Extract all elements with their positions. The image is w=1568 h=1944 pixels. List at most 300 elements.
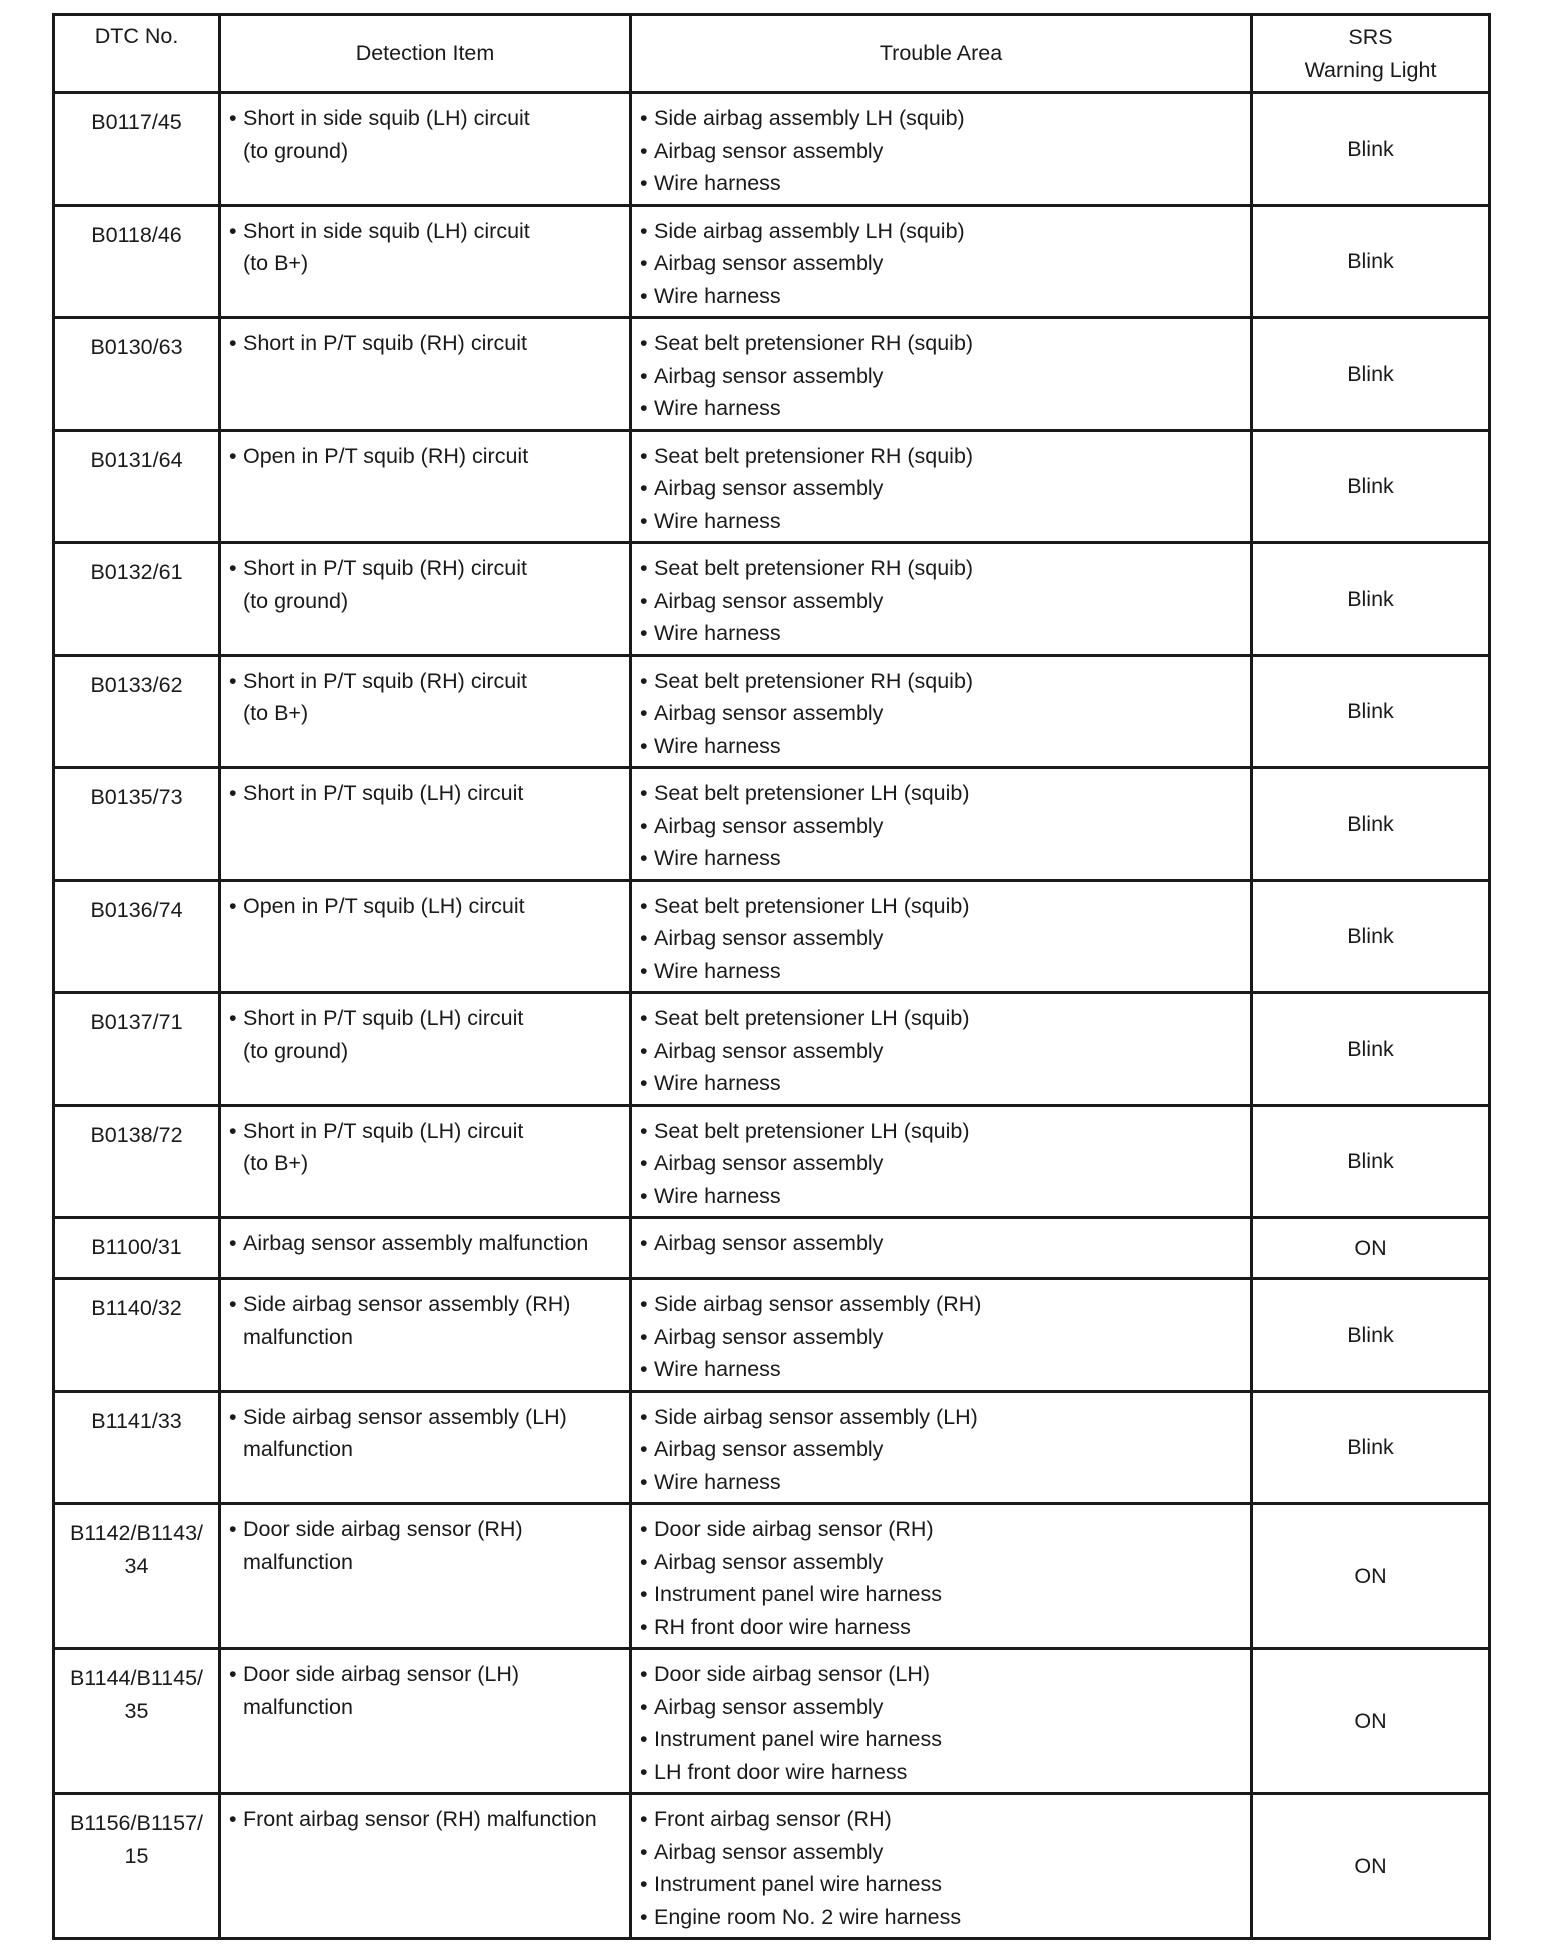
bullet-icon: •: [640, 668, 648, 693]
table-row: [54, 1649, 1490, 1794]
trouble-area-text: Instrument panel wire harness: [654, 1582, 943, 1606]
bullet-icon: •: [640, 781, 648, 805]
bullet-icon: •: [640, 331, 648, 355]
detection-text: Door side airbag sensor (LH): [243, 1662, 520, 1686]
bullet-icon: •: [640, 1324, 648, 1349]
detection-item: [229, 1002, 621, 1035]
detection-item: [229, 327, 621, 360]
dtc-cell: [54, 1504, 220, 1649]
dtc-table: [52, 13, 1491, 1940]
trouble-area-text: Airbag sensor assembly: [654, 476, 884, 500]
table-header: [54, 15, 1490, 93]
dtc-code: B1144/B1145/: [69, 1666, 204, 1690]
dtc-code: B1100/31: [91, 1235, 182, 1259]
detection-cell: [220, 1218, 631, 1279]
trouble-area-item: [640, 1067, 1242, 1100]
trouble-area-text: Wire harness: [654, 396, 781, 420]
bullet-icon: •: [229, 668, 237, 693]
bullet-icon: •: [640, 1183, 648, 1208]
dtc-code: B0118/46: [91, 222, 182, 247]
bullet-icon: •: [640, 1872, 648, 1896]
bullet-icon: •: [640, 1839, 648, 1864]
trouble-area-text: Airbag sensor assembly: [654, 1151, 884, 1175]
dtc-cell: [54, 1649, 220, 1794]
bullet-icon: •: [640, 396, 648, 420]
trouble-area-item: [640, 1611, 1242, 1644]
table-row: [54, 93, 1490, 206]
dtc-cell: [54, 880, 220, 993]
trouble-area-text: Airbag sensor assembly: [654, 1038, 884, 1063]
dtc-cell: [54, 1391, 220, 1504]
bullet-icon: •: [229, 1662, 237, 1686]
bullet-icon: •: [640, 1118, 648, 1143]
detection-cell: [220, 1105, 631, 1218]
trouble-area-text: Airbag sensor assembly: [654, 588, 884, 613]
trouble-area-cell: [631, 1794, 1252, 1939]
detection-item: [229, 665, 621, 698]
bullet-icon: •: [640, 1904, 648, 1929]
srs-warning-light-status: ON: [1252, 1649, 1490, 1794]
trouble-area-text: Wire harness: [654, 733, 781, 758]
table-row: [54, 543, 1490, 656]
trouble-area-item: [640, 102, 1242, 135]
trouble-area-item: [640, 280, 1242, 313]
bullet-icon: •: [640, 621, 648, 645]
trouble-area-text: Side airbag assembly LH (squib): [654, 218, 965, 243]
srs-warning-light-status: ON: [1252, 1218, 1490, 1279]
table-row: [54, 430, 1490, 543]
detection-cell: [220, 655, 631, 768]
trouble-area-text: Wire harness: [654, 171, 781, 195]
trouble-area-text: Door side airbag sensor (RH): [654, 1517, 934, 1541]
table-row: [54, 205, 1490, 318]
trouble-area-item: [640, 1578, 1242, 1611]
trouble-area-cell: [631, 1105, 1252, 1218]
dtc-code: B0135/73: [90, 785, 183, 809]
bullet-icon: •: [229, 781, 237, 805]
detection-text: Open in P/T squib (RH) circuit: [243, 443, 529, 468]
detection-cell: [220, 205, 631, 318]
trouble-area-item: [640, 505, 1242, 538]
detection-cell: [220, 768, 631, 881]
header-dtc-no: DTC No.: [54, 15, 220, 93]
bullet-icon: •: [640, 1469, 648, 1494]
trouble-area-text: Wire harness: [654, 1071, 781, 1095]
table-row: [54, 1504, 1490, 1649]
srs-warning-light-status: Blink: [1252, 1105, 1490, 1218]
trouble-area-item: [640, 552, 1242, 585]
srs-warning-light-status: Blink: [1252, 93, 1490, 206]
table-row: [54, 993, 1490, 1106]
dtc-code: B1140/32: [91, 1296, 182, 1320]
trouble-area-item: [640, 842, 1242, 875]
bullet-icon: •: [229, 1118, 237, 1143]
detection-item: [229, 1288, 621, 1321]
dtc-code: 34: [124, 1553, 149, 1578]
dtc-code: B1141/33: [91, 1408, 182, 1433]
trouble-area-text: Seat belt pretensioner RH (squib): [654, 556, 974, 580]
detection-item: [229, 440, 621, 473]
table-row: [54, 318, 1490, 431]
trouble-area-text: Seat belt pretensioner LH (squib): [654, 1006, 970, 1030]
trouble-area-text: LH front door wire harness: [654, 1759, 908, 1784]
detection-cell: [220, 1649, 631, 1794]
trouble-area-text: Airbag sensor assembly: [654, 1231, 884, 1255]
trouble-area-cell: [631, 205, 1252, 318]
trouble-area-item: [640, 1546, 1242, 1579]
trouble-area-text: Door side airbag sensor (LH): [654, 1662, 931, 1686]
bullet-icon: •: [640, 476, 648, 500]
trouble-area-item: [640, 585, 1242, 618]
trouble-area-item: [640, 777, 1242, 810]
trouble-area-item: [640, 955, 1242, 988]
detection-item: [229, 777, 621, 810]
srs-warning-light-status: ON: [1252, 1504, 1490, 1649]
dtc-cell: [54, 543, 220, 656]
trouble-area-text: Airbag sensor assembly: [654, 1324, 884, 1349]
srs-warning-light-status: Blink: [1252, 1391, 1490, 1504]
bullet-icon: •: [229, 1006, 237, 1030]
detection-text: Short in side squib (LH) circuit: [243, 106, 530, 130]
bullet-icon: •: [640, 813, 648, 838]
srs-warning-light-status: Blink: [1252, 1279, 1490, 1392]
trouble-area-text: Seat belt pretensioner RH (squib): [654, 668, 974, 693]
dtc-code: B0131/64: [90, 447, 183, 472]
bullet-icon: •: [229, 106, 237, 130]
trouble-area-item: [640, 1147, 1242, 1180]
detection-cell: [220, 543, 631, 656]
bullet-icon: •: [640, 1582, 648, 1606]
srs-warning-light-status: Blink: [1252, 993, 1490, 1106]
detection-text: Short in P/T squib (LH) circuit: [243, 1006, 524, 1030]
detection-text: Side airbag sensor assembly (LH): [243, 1404, 567, 1429]
trouble-area-item: [640, 1401, 1242, 1434]
detection-text-continued: (to B+): [243, 701, 309, 725]
detection-item: [229, 1227, 621, 1260]
trouble-area-item: [640, 1035, 1242, 1068]
header-srs-line: Warning Light: [1304, 57, 1437, 82]
srs-warning-light-status: Blink: [1252, 880, 1490, 993]
trouble-area-text: Airbag sensor assembly: [654, 1549, 884, 1574]
trouble-area-cell: [631, 1504, 1252, 1649]
detection-cell: [220, 1794, 631, 1939]
bullet-icon: •: [640, 701, 648, 725]
trouble-area-cell: [631, 880, 1252, 993]
detection-text: Short in P/T squib (RH) circuit: [243, 331, 527, 355]
trouble-area-text: Wire harness: [654, 283, 781, 308]
trouble-area-item: [640, 1901, 1242, 1934]
trouble-area-text: Instrument panel wire harness: [654, 1872, 943, 1896]
detection-cell: [220, 1504, 631, 1649]
bullet-icon: •: [640, 1614, 648, 1639]
bullet-icon: •: [640, 283, 648, 308]
trouble-area-cell: [631, 655, 1252, 768]
table-row: [54, 1794, 1490, 1939]
detection-text-continued: malfunction: [243, 1437, 353, 1461]
trouble-area-text: Airbag sensor assembly: [654, 926, 884, 950]
table-row: [54, 1105, 1490, 1218]
trouble-area-item: [640, 327, 1242, 360]
trouble-area-text: Seat belt pretensioner RH (squib): [654, 443, 974, 468]
bullet-icon: •: [229, 1807, 237, 1831]
trouble-area-item: [640, 1756, 1242, 1789]
trouble-area-item: [640, 1513, 1242, 1546]
detection-text-continued: malfunction: [243, 1549, 353, 1574]
trouble-area-item: [640, 1227, 1242, 1260]
trouble-area-cell: [631, 318, 1252, 431]
trouble-area-text: RH front door wire harness: [654, 1614, 911, 1639]
trouble-area-cell: [631, 1279, 1252, 1392]
trouble-area-item: [640, 697, 1242, 730]
trouble-area-cell: [631, 1391, 1252, 1504]
bullet-icon: •: [640, 1231, 648, 1255]
table-row: [54, 880, 1490, 993]
table-row: [54, 1279, 1490, 1392]
detection-text: Airbag sensor assembly malfunction: [243, 1231, 589, 1255]
trouble-area-item: [640, 392, 1242, 425]
srs-warning-light-status: Blink: [1252, 430, 1490, 543]
trouble-area-item: [640, 215, 1242, 248]
trouble-area-item: [640, 730, 1242, 763]
trouble-area-item: [640, 1288, 1242, 1321]
trouble-area-cell: [631, 1218, 1252, 1279]
bullet-icon: •: [640, 1759, 648, 1784]
trouble-area-text: Side airbag sensor assembly (LH): [654, 1404, 978, 1429]
trouble-area-text: Side airbag assembly LH (squib): [654, 106, 965, 130]
bullet-icon: •: [229, 1231, 237, 1255]
srs-warning-light-status: ON: [1252, 1794, 1490, 1939]
detection-text-continued: (to B+): [243, 1151, 309, 1175]
dtc-cell: [54, 768, 220, 881]
trouble-area-text: Seat belt pretensioner LH (squib): [654, 781, 970, 805]
header-detection-item: Detection Item: [220, 15, 631, 93]
trouble-area-item: [640, 1180, 1242, 1213]
detection-item: [229, 1513, 621, 1546]
detection-item: [229, 215, 621, 248]
table-row: [54, 655, 1490, 768]
trouble-area-item: [640, 1723, 1242, 1756]
dtc-cell: [54, 1794, 220, 1939]
table-row: [54, 1218, 1490, 1279]
bullet-icon: •: [640, 893, 648, 918]
bullet-icon: •: [229, 443, 237, 468]
bullet-icon: •: [640, 958, 648, 983]
dtc-cell: [54, 655, 220, 768]
dtc-code: B0117/45: [91, 110, 182, 134]
dtc-code: B1156/B1157/: [69, 1811, 204, 1835]
trouble-area-item: [640, 440, 1242, 473]
dtc-code: B0138/72: [90, 1122, 183, 1147]
detection-cell: [220, 318, 631, 431]
srs-warning-light-status: Blink: [1252, 205, 1490, 318]
detection-item: [229, 1401, 621, 1434]
detection-text: Door side airbag sensor (RH): [243, 1517, 523, 1541]
bullet-icon: •: [229, 331, 237, 355]
trouble-area-item: [640, 1836, 1242, 1869]
dtc-cell: [54, 430, 220, 543]
dtc-code: B0132/61: [90, 560, 183, 584]
bullet-icon: •: [640, 1357, 648, 1381]
dtc-code: 15: [124, 1843, 149, 1868]
trouble-area-item: [640, 1658, 1242, 1691]
srs-warning-light-status: Blink: [1252, 543, 1490, 656]
trouble-area-item: [640, 810, 1242, 843]
bullet-icon: •: [229, 1292, 237, 1316]
bullet-icon: •: [640, 846, 648, 870]
trouble-area-text: Airbag sensor assembly: [654, 138, 884, 163]
bullet-icon: •: [229, 556, 237, 580]
detection-cell: [220, 93, 631, 206]
srs-warning-light-status: Blink: [1252, 655, 1490, 768]
detection-text-continued: malfunction: [243, 1694, 353, 1719]
trouble-area-item: [640, 617, 1242, 650]
bullet-icon: •: [640, 556, 648, 580]
bullet-icon: •: [229, 1517, 237, 1541]
bullet-icon: •: [640, 1437, 648, 1461]
trouble-area-cell: [631, 430, 1252, 543]
detection-cell: [220, 1391, 631, 1504]
bullet-icon: •: [640, 1292, 648, 1316]
detection-text-continued: (to B+): [243, 251, 309, 275]
trouble-area-text: Wire harness: [654, 508, 781, 533]
bullet-icon: •: [640, 1038, 648, 1063]
detection-text: Short in P/T squib (LH) circuit: [243, 781, 524, 805]
detection-text: Short in P/T squib (LH) circuit: [243, 1118, 524, 1143]
bullet-icon: •: [640, 588, 648, 613]
bullet-icon: •: [640, 1517, 648, 1541]
trouble-area-item: [640, 247, 1242, 280]
bullet-icon: •: [640, 1151, 648, 1175]
detection-cell: [220, 880, 631, 993]
detection-text-continued: (to ground): [243, 588, 349, 613]
detection-text: Open in P/T squib (LH) circuit: [243, 893, 525, 918]
trouble-area-text: Wire harness: [654, 1357, 781, 1381]
trouble-area-item: [640, 167, 1242, 200]
trouble-area-item: [640, 665, 1242, 698]
trouble-area-text: Side airbag sensor assembly (RH): [654, 1292, 982, 1316]
bullet-icon: •: [640, 251, 648, 275]
trouble-area-text: Engine room No. 2 wire harness: [654, 1904, 962, 1929]
header-srs-warning-light: [1252, 15, 1490, 93]
bullet-icon: •: [640, 733, 648, 758]
trouble-area-cell: [631, 768, 1252, 881]
detection-text: Short in P/T squib (RH) circuit: [243, 668, 527, 693]
header-srs-line: SRS: [1348, 25, 1393, 49]
trouble-area-item: [640, 1002, 1242, 1035]
detection-text-continued: (to ground): [243, 1038, 349, 1063]
bullet-icon: •: [640, 171, 648, 195]
trouble-area-text: Instrument panel wire harness: [654, 1727, 943, 1751]
header-row: [54, 15, 1490, 93]
dtc-code: B0133/62: [90, 672, 183, 697]
dtc-cell: [54, 1218, 220, 1279]
dtc-code: B0136/74: [90, 897, 183, 922]
bullet-icon: •: [640, 1662, 648, 1686]
trouble-area-text: Airbag sensor assembly: [654, 363, 884, 388]
trouble-area-item: [640, 1115, 1242, 1148]
trouble-area-item: [640, 1868, 1242, 1901]
detection-text: Short in side squib (LH) circuit: [243, 218, 530, 243]
bullet-icon: •: [640, 508, 648, 533]
bullet-icon: •: [640, 1006, 648, 1030]
bullet-icon: •: [640, 1404, 648, 1429]
bullet-icon: •: [640, 138, 648, 163]
bullet-icon: •: [640, 1071, 648, 1095]
trouble-area-cell: [631, 1649, 1252, 1794]
trouble-area-text: Wire harness: [654, 621, 781, 645]
detection-cell: [220, 1279, 631, 1392]
table-body: [54, 93, 1490, 1939]
trouble-area-text: Airbag sensor assembly: [654, 1437, 884, 1461]
dtc-cell: [54, 1105, 220, 1218]
bullet-icon: •: [640, 1727, 648, 1751]
detection-item: [229, 1803, 621, 1836]
trouble-area-item: [640, 135, 1242, 168]
dtc-cell: [54, 93, 220, 206]
dtc-code: B0137/71: [90, 1010, 183, 1034]
trouble-area-text: Wire harness: [654, 958, 781, 983]
trouble-area-item: [640, 1691, 1242, 1724]
detection-item: [229, 1115, 621, 1148]
trouble-area-text: Seat belt pretensioner LH (squib): [654, 893, 970, 918]
detection-text-continued: malfunction: [243, 1324, 353, 1349]
detection-item: [229, 552, 621, 585]
dtc-code: B1142/B1143/: [69, 1521, 204, 1545]
bullet-icon: •: [640, 218, 648, 243]
bullet-icon: •: [640, 1694, 648, 1719]
dtc-cell: [54, 205, 220, 318]
srs-warning-light-status: Blink: [1252, 768, 1490, 881]
bullet-icon: •: [640, 1807, 648, 1831]
trouble-area-text: Airbag sensor assembly: [654, 1839, 884, 1864]
trouble-area-item: [640, 472, 1242, 505]
bullet-icon: •: [640, 1549, 648, 1574]
bullet-icon: •: [229, 218, 237, 243]
detection-cell: [220, 430, 631, 543]
trouble-area-cell: [631, 993, 1252, 1106]
trouble-area-item: [640, 360, 1242, 393]
trouble-area-item: [640, 1353, 1242, 1386]
detection-item: [229, 102, 621, 135]
trouble-area-text: Wire harness: [654, 1183, 781, 1208]
trouble-area-text: Airbag sensor assembly: [654, 813, 884, 838]
bullet-icon: •: [640, 363, 648, 388]
dtc-cell: [54, 318, 220, 431]
trouble-area-text: Airbag sensor assembly: [654, 701, 884, 725]
trouble-area-cell: [631, 543, 1252, 656]
srs-warning-light-status: Blink: [1252, 318, 1490, 431]
trouble-area-text: Seat belt pretensioner RH (squib): [654, 331, 974, 355]
trouble-area-item: [640, 922, 1242, 955]
detection-text: Front airbag sensor (RH) malfunction: [243, 1807, 597, 1831]
detection-text: Short in P/T squib (RH) circuit: [243, 556, 527, 580]
dtc-code: B0130/63: [90, 335, 183, 359]
table-row: [54, 1391, 1490, 1504]
bullet-icon: •: [229, 1404, 237, 1429]
detection-cell: [220, 993, 631, 1106]
table-row: [54, 768, 1490, 881]
detection-item: [229, 890, 621, 923]
trouble-area-item: [640, 1321, 1242, 1354]
detection-item: [229, 1658, 621, 1691]
header-trouble-area: Trouble Area: [631, 15, 1252, 93]
bullet-icon: •: [640, 106, 648, 130]
trouble-area-item: [640, 1433, 1242, 1466]
trouble-area-text: Front airbag sensor (RH): [654, 1807, 892, 1831]
trouble-area-text: Wire harness: [654, 846, 781, 870]
bullet-icon: •: [640, 443, 648, 468]
trouble-area-item: [640, 890, 1242, 923]
